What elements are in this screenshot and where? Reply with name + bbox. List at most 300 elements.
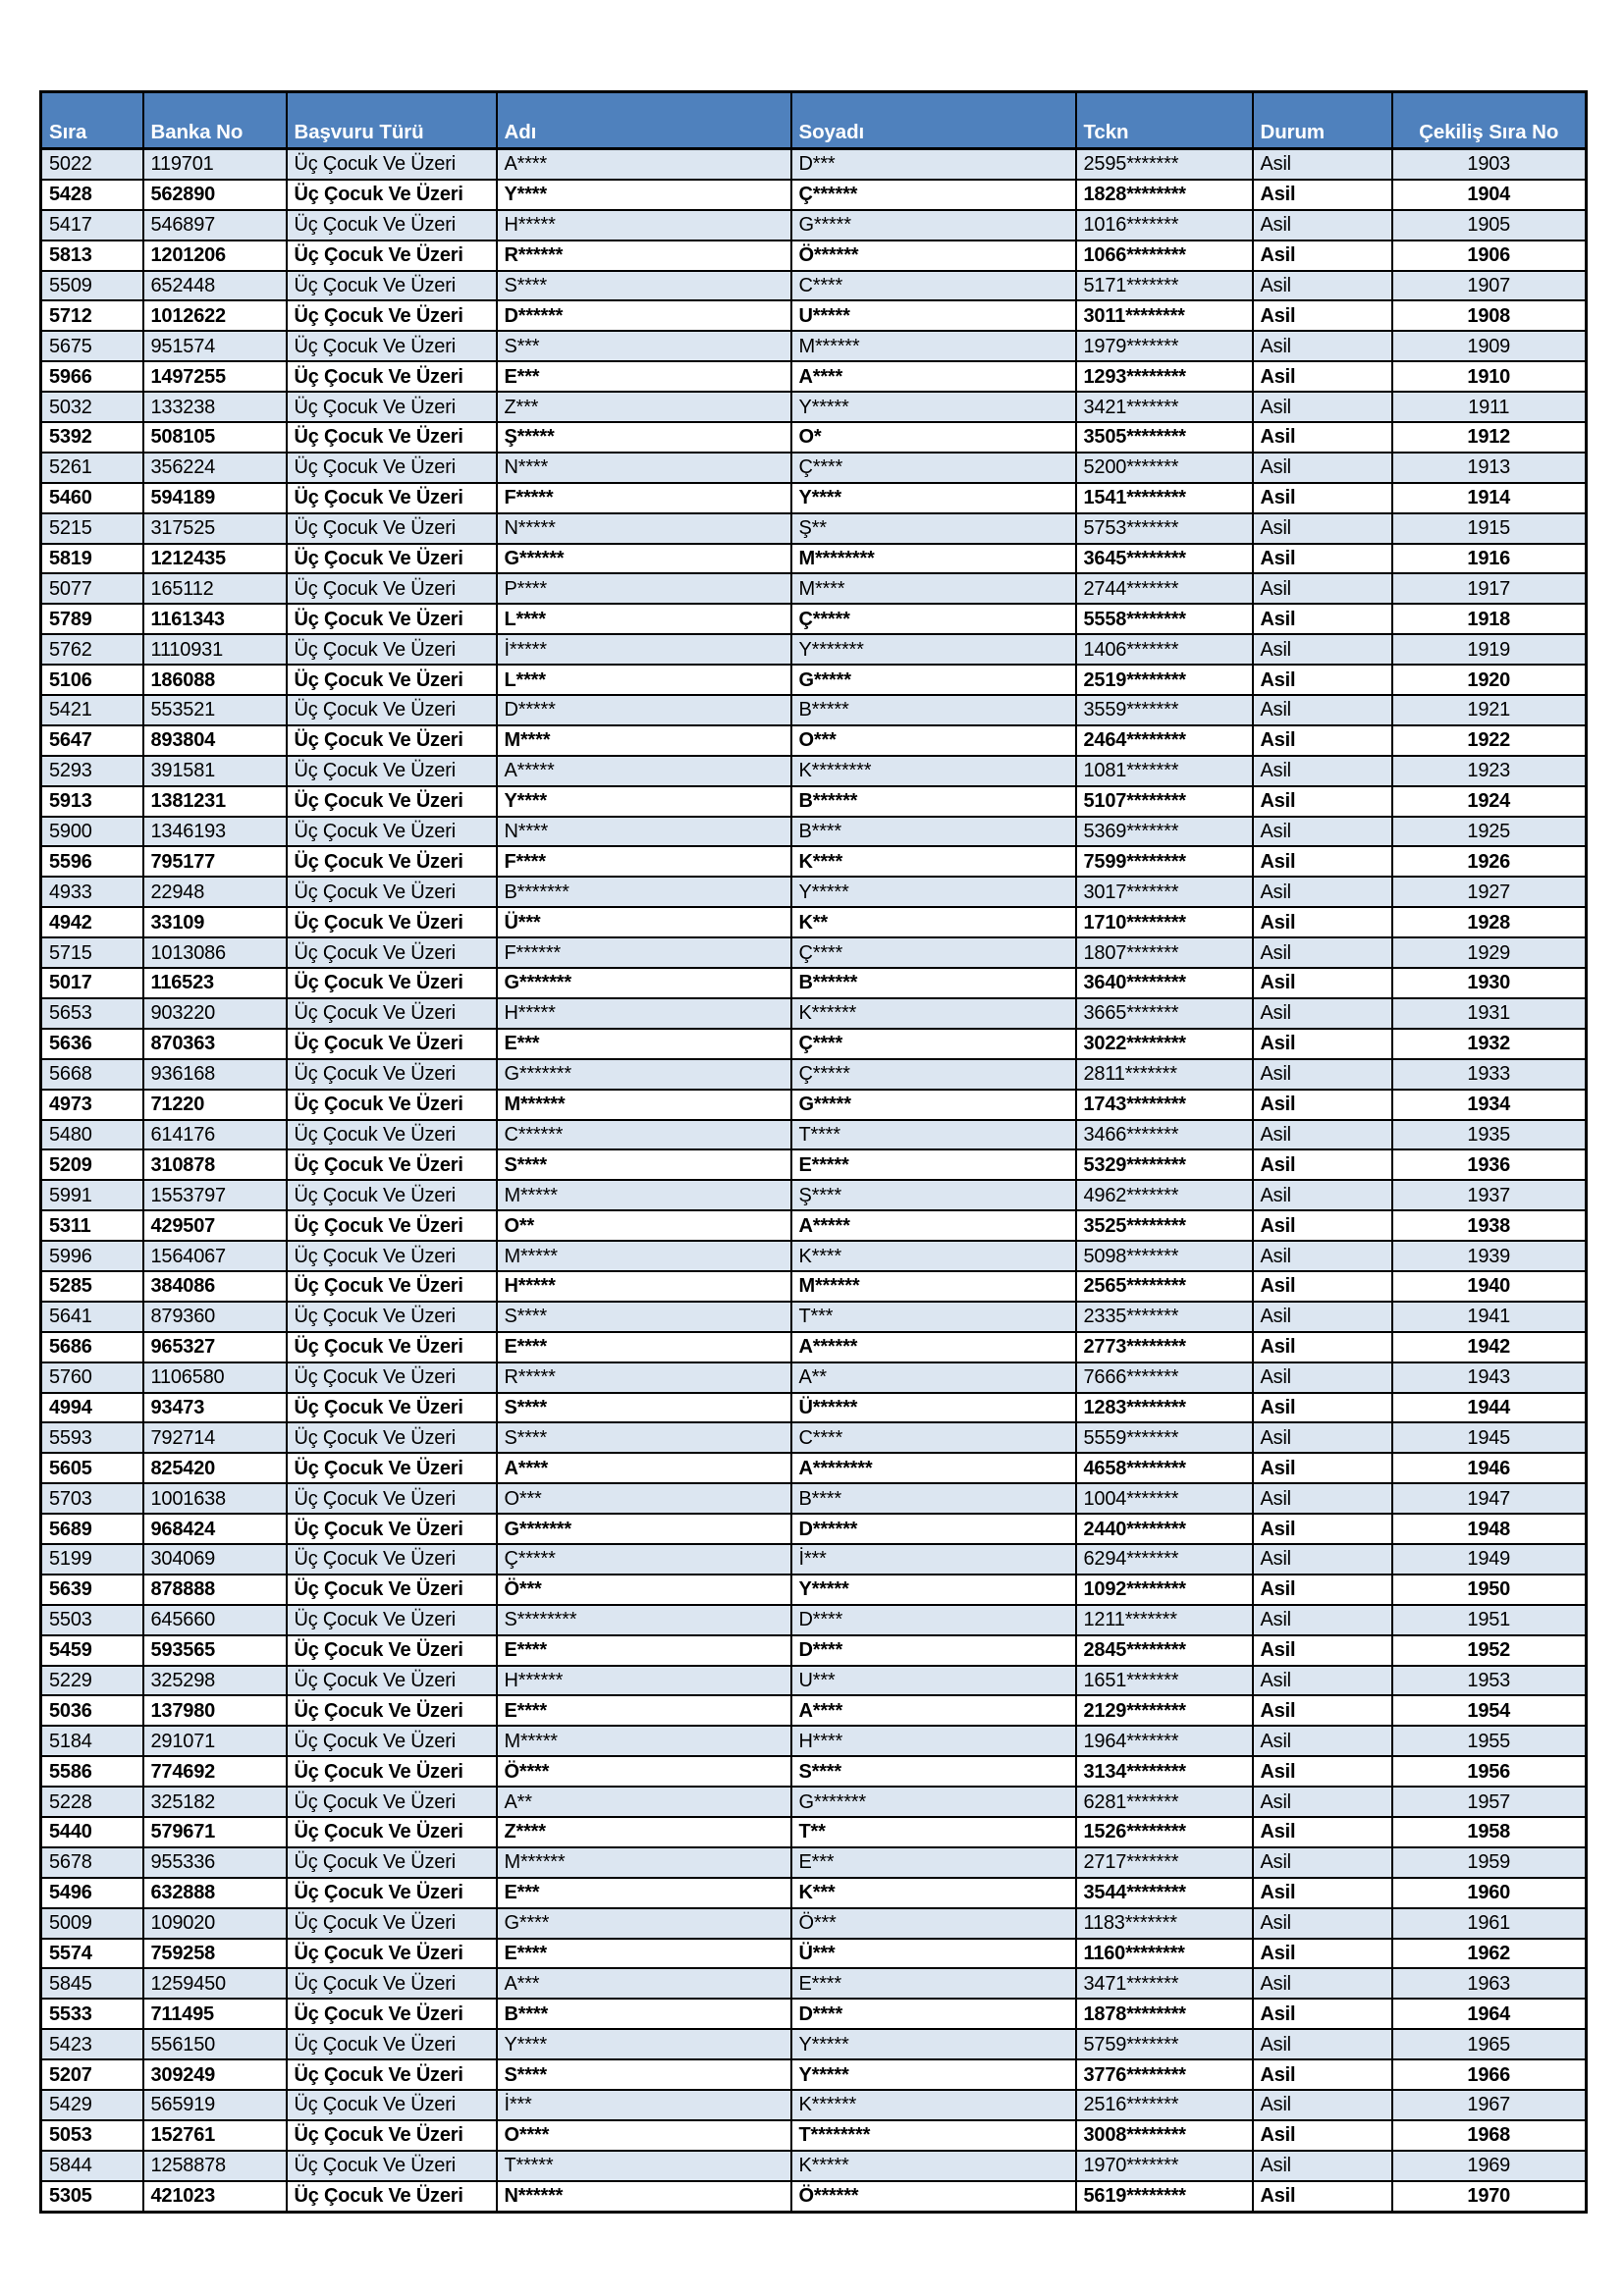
cell-sira: 5285 <box>41 1271 143 1302</box>
cell-tckn: 5619******** <box>1076 2181 1253 2212</box>
cell-banka_no: 594189 <box>143 483 287 513</box>
cell-banka_no: 1012622 <box>143 300 287 331</box>
table-row[interactable] <box>41 1908 1587 1939</box>
cell-basvuru: Üç Çocuk Ve Üzeri <box>287 1756 497 1787</box>
table-row[interactable] <box>41 1878 1587 1908</box>
cell-durum: Asil <box>1253 149 1392 180</box>
cell-basvuru: Üç Çocuk Ve Üzeri <box>287 1666 497 1696</box>
cell-banka_no: 33109 <box>143 907 287 937</box>
cell-banka_no: 870363 <box>143 1029 287 1059</box>
cell-durum: Asil <box>1253 453 1392 483</box>
cell-basvuru: Üç Çocuk Ve Üzeri <box>287 422 497 453</box>
cell-tckn: 2129******** <box>1076 1695 1253 1726</box>
cell-durum: Asil <box>1253 1726 1392 1756</box>
cell-basvuru: Üç Çocuk Ve Üzeri <box>287 513 497 544</box>
cell-tckn: 5200******* <box>1076 453 1253 483</box>
column-header-durum[interactable]: Durum <box>1253 92 1392 149</box>
cell-basvuru: Üç Çocuk Ve Üzeri <box>287 1575 497 1605</box>
cell-cekilis: 1940 <box>1392 1271 1587 1302</box>
table-row[interactable] <box>41 1302 1587 1332</box>
cell-sira: 5686 <box>41 1332 143 1362</box>
cell-banka_no: 652448 <box>143 271 287 301</box>
cell-basvuru: Üç Çocuk Ve Üzeri <box>287 1149 497 1180</box>
cell-durum: Asil <box>1253 1847 1392 1878</box>
table-row[interactable] <box>41 2120 1587 2151</box>
cell-adi: G******* <box>497 1059 791 1090</box>
cell-basvuru: Üç Çocuk Ve Üzeri <box>287 1544 497 1575</box>
cell-durum: Asil <box>1253 180 1392 210</box>
cell-cekilis: 1968 <box>1392 2120 1587 2151</box>
cell-soyadi: Ş** <box>791 513 1076 544</box>
cell-soyadi: Ü*** <box>791 1939 1076 1969</box>
table-row[interactable] <box>41 1210 1587 1241</box>
cell-tckn: 5107******** <box>1076 786 1253 817</box>
cell-durum: Asil <box>1253 695 1392 725</box>
cell-banka_no: 1001638 <box>143 1483 287 1514</box>
table-row[interactable] <box>41 2090 1587 2120</box>
cell-adi: G******* <box>497 968 791 998</box>
cell-basvuru: Üç Çocuk Ve Üzeri <box>287 2090 497 2120</box>
cell-adi: İ*** <box>497 2090 791 2120</box>
cell-adi: E*** <box>497 361 791 392</box>
cell-banka_no: 1564067 <box>143 1241 287 1271</box>
column-header-cekilis-sira-no[interactable]: Çekiliş Sıra No <box>1392 92 1587 149</box>
cell-durum: Asil <box>1253 2059 1392 2090</box>
cell-adi: Y**** <box>497 2029 791 2059</box>
cell-tckn: 3776******** <box>1076 2059 1253 2090</box>
cell-sira: 5311 <box>41 1210 143 1241</box>
table-row[interactable] <box>41 1756 1587 1787</box>
cell-durum: Asil <box>1253 1210 1392 1241</box>
table-row[interactable] <box>41 756 1587 786</box>
column-header-adi[interactable]: Adı <box>497 92 791 149</box>
cell-tckn: 5759******* <box>1076 2029 1253 2059</box>
cell-basvuru: Üç Çocuk Ve Üzeri <box>287 1453 497 1483</box>
cell-adi: R****** <box>497 240 791 271</box>
cell-banka_no: 553521 <box>143 695 287 725</box>
cell-adi: E**** <box>497 1332 791 1362</box>
cell-banka_no: 429507 <box>143 1210 287 1241</box>
table-row[interactable] <box>41 1726 1587 1756</box>
cell-banka_no: 310878 <box>143 1149 287 1180</box>
cell-tckn: 2595******* <box>1076 149 1253 180</box>
cell-basvuru: Üç Çocuk Ve Üzeri <box>287 2151 497 2181</box>
cell-soyadi: Y***** <box>791 2059 1076 2090</box>
cell-adi: M**** <box>497 725 791 756</box>
cell-sira: 5199 <box>41 1544 143 1575</box>
cell-adi: M***** <box>497 1180 791 1210</box>
table-row[interactable] <box>41 1149 1587 1180</box>
table-row[interactable] <box>41 817 1587 847</box>
cell-banka_no: 893804 <box>143 725 287 756</box>
cell-soyadi: B***** <box>791 695 1076 725</box>
table-row[interactable] <box>41 1544 1587 1575</box>
cell-sira: 5533 <box>41 1999 143 2029</box>
table-row[interactable] <box>41 1575 1587 1605</box>
cell-soyadi: E**** <box>791 1968 1076 1999</box>
table-row[interactable] <box>41 1695 1587 1726</box>
cell-basvuru: Üç Çocuk Ve Üzeri <box>287 271 497 301</box>
table-row[interactable] <box>41 665 1587 695</box>
cell-durum: Asil <box>1253 1756 1392 1787</box>
cell-cekilis: 1936 <box>1392 1149 1587 1180</box>
table-row[interactable] <box>41 1180 1587 1210</box>
cell-basvuru: Üç Çocuk Ve Üzeri <box>287 1180 497 1210</box>
cell-durum: Asil <box>1253 361 1392 392</box>
table-row[interactable] <box>41 1453 1587 1483</box>
cell-basvuru: Üç Çocuk Ve Üzeri <box>287 180 497 210</box>
table-row[interactable] <box>41 1393 1587 1423</box>
cell-cekilis: 1965 <box>1392 2029 1587 2059</box>
cell-cekilis: 1938 <box>1392 1210 1587 1241</box>
cell-adi: N****** <box>497 2181 791 2212</box>
cell-soyadi: Ç***** <box>791 1059 1076 1090</box>
cell-adi: A** <box>497 1787 791 1817</box>
cell-banka_no: 1553797 <box>143 1180 287 1210</box>
table-row[interactable] <box>41 392 1587 422</box>
cell-banka_no: 1106580 <box>143 1362 287 1393</box>
cell-banka_no: 879360 <box>143 1302 287 1332</box>
cell-tckn: 5329******** <box>1076 1149 1253 1180</box>
cell-basvuru: Üç Çocuk Ve Üzeri <box>287 1968 497 1999</box>
cell-cekilis: 1920 <box>1392 665 1587 695</box>
table-row[interactable] <box>41 1120 1587 1150</box>
cell-sira: 5574 <box>41 1939 143 1969</box>
table-row[interactable] <box>41 1605 1587 1635</box>
table-row[interactable] <box>41 331 1587 361</box>
table-row[interactable] <box>41 786 1587 817</box>
table-row[interactable] <box>41 2059 1587 2090</box>
cell-adi: M****** <box>497 1090 791 1120</box>
cell-tckn: 1293******** <box>1076 361 1253 392</box>
cell-soyadi: U***** <box>791 300 1076 331</box>
table-row[interactable] <box>41 513 1587 544</box>
cell-durum: Asil <box>1253 1090 1392 1120</box>
cell-sira: 5668 <box>41 1059 143 1090</box>
table-row[interactable] <box>41 1635 1587 1666</box>
cell-durum: Asil <box>1253 1149 1392 1180</box>
table-row[interactable] <box>41 1029 1587 1059</box>
cell-sira: 5440 <box>41 1817 143 1847</box>
cell-adi: Y**** <box>497 786 791 817</box>
cell-basvuru: Üç Çocuk Ve Üzeri <box>287 907 497 937</box>
cell-basvuru: Üç Çocuk Ve Üzeri <box>287 634 497 665</box>
table-row[interactable] <box>41 604 1587 634</box>
cell-banka_no: 546897 <box>143 210 287 240</box>
cell-adi: H****** <box>497 1666 791 1696</box>
cell-adi: L**** <box>497 665 791 695</box>
cell-cekilis: 1916 <box>1392 544 1587 574</box>
cell-adi: C****** <box>497 1120 791 1150</box>
cell-tckn: 2516******* <box>1076 2090 1253 2120</box>
cell-adi: A*** <box>497 1968 791 1999</box>
cell-tckn: 3421******* <box>1076 392 1253 422</box>
table-row[interactable] <box>41 1271 1587 1302</box>
cell-soyadi: K***** <box>791 2151 1076 2181</box>
table-row[interactable] <box>41 453 1587 483</box>
cell-cekilis: 1926 <box>1392 846 1587 877</box>
cell-sira: 5209 <box>41 1149 143 1180</box>
cell-adi: İ***** <box>497 634 791 665</box>
table-row[interactable] <box>41 968 1587 998</box>
cell-adi: N**** <box>497 817 791 847</box>
cell-banka_no: 137980 <box>143 1695 287 1726</box>
cell-adi: O** <box>497 1210 791 1241</box>
table-row[interactable] <box>41 149 1587 180</box>
cell-durum: Asil <box>1253 1544 1392 1575</box>
cell-adi: G******* <box>497 1514 791 1544</box>
cell-banka_no: 165112 <box>143 573 287 604</box>
table-row[interactable] <box>41 210 1587 240</box>
cell-tckn: 3134******** <box>1076 1756 1253 1787</box>
cell-soyadi: M**** <box>791 573 1076 604</box>
cell-tckn: 1081******* <box>1076 756 1253 786</box>
cell-sira: 5503 <box>41 1605 143 1635</box>
cell-tckn: 1970******* <box>1076 2151 1253 2181</box>
column-header-banka-no[interactable]: Banka No <box>143 92 287 149</box>
cell-banka_no: 325182 <box>143 1787 287 1817</box>
cell-durum: Asil <box>1253 1422 1392 1453</box>
cell-banka_no: 1346193 <box>143 817 287 847</box>
cell-adi: A**** <box>497 1453 791 1483</box>
cell-banka_no: 93473 <box>143 1393 287 1423</box>
cell-durum: Asil <box>1253 1605 1392 1635</box>
cell-sira: 5900 <box>41 817 143 847</box>
cell-soyadi: K*** <box>791 1878 1076 1908</box>
cell-soyadi: Y**** <box>791 483 1076 513</box>
cell-sira: 5712 <box>41 300 143 331</box>
table-row[interactable] <box>41 725 1587 756</box>
cell-adi: E*** <box>497 1878 791 1908</box>
cell-sira: 4994 <box>41 1393 143 1423</box>
cell-sira: 5991 <box>41 1180 143 1210</box>
table-row[interactable] <box>41 1787 1587 1817</box>
cell-sira: 5480 <box>41 1120 143 1150</box>
cell-banka_no: 645660 <box>143 1605 287 1635</box>
cell-basvuru: Üç Çocuk Ve Üzeri <box>287 573 497 604</box>
cell-soyadi: G***** <box>791 1090 1076 1120</box>
cell-basvuru: Üç Çocuk Ve Üzeri <box>287 483 497 513</box>
table-row[interactable] <box>41 1090 1587 1120</box>
table-row[interactable] <box>41 2029 1587 2059</box>
cell-tckn: 5098******* <box>1076 1241 1253 1271</box>
table-row[interactable] <box>41 846 1587 877</box>
cell-cekilis: 1949 <box>1392 1544 1587 1575</box>
cell-durum: Asil <box>1253 240 1392 271</box>
table-row[interactable] <box>41 937 1587 968</box>
table-row[interactable] <box>41 1362 1587 1393</box>
cell-soyadi: M******** <box>791 544 1076 574</box>
cell-tckn: 2440******** <box>1076 1514 1253 1544</box>
cell-durum: Asil <box>1253 604 1392 634</box>
table-row[interactable] <box>41 2151 1587 2181</box>
cell-tckn: 2335******* <box>1076 1302 1253 1332</box>
cell-basvuru: Üç Çocuk Ve Üzeri <box>287 877 497 907</box>
table-row[interactable] <box>41 544 1587 574</box>
cell-banka_no: 1110931 <box>143 634 287 665</box>
cell-tckn: 3640******** <box>1076 968 1253 998</box>
cell-tckn: 3525******** <box>1076 1210 1253 1241</box>
cell-basvuru: Üç Çocuk Ve Üzeri <box>287 300 497 331</box>
cell-adi: P**** <box>497 573 791 604</box>
cell-tckn: 6281******* <box>1076 1787 1253 1817</box>
cell-durum: Asil <box>1253 786 1392 817</box>
column-header-basvuru-turu[interactable]: Başvuru Türü <box>287 92 497 149</box>
cell-adi: Ü*** <box>497 907 791 937</box>
table-row[interactable] <box>41 877 1587 907</box>
cell-basvuru: Üç Çocuk Ve Üzeri <box>287 1726 497 1756</box>
column-header-sira[interactable]: Sıra <box>41 92 143 149</box>
cell-tckn: 1964******* <box>1076 1726 1253 1756</box>
cell-basvuru: Üç Çocuk Ve Üzeri <box>287 1847 497 1878</box>
table-row[interactable] <box>41 1817 1587 1847</box>
cell-sira: 5036 <box>41 1695 143 1726</box>
cell-cekilis: 1922 <box>1392 725 1587 756</box>
cell-durum: Asil <box>1253 1332 1392 1362</box>
cell-sira: 5647 <box>41 725 143 756</box>
table-row[interactable] <box>41 1332 1587 1362</box>
table-row[interactable] <box>41 1483 1587 1514</box>
cell-banka_no: 711495 <box>143 1999 287 2029</box>
cell-durum: Asil <box>1253 210 1392 240</box>
table-row[interactable] <box>41 1666 1587 1696</box>
table-row[interactable] <box>41 240 1587 271</box>
cell-soyadi: K****** <box>791 998 1076 1029</box>
cell-tckn: 3008******** <box>1076 2120 1253 2151</box>
cell-cekilis: 1954 <box>1392 1695 1587 1726</box>
cell-basvuru: Üç Çocuk Ve Üzeri <box>287 1878 497 1908</box>
cell-cekilis: 1930 <box>1392 968 1587 998</box>
table-row[interactable] <box>41 483 1587 513</box>
cell-tckn: 4962******* <box>1076 1180 1253 1210</box>
cell-durum: Asil <box>1253 1393 1392 1423</box>
cell-cekilis: 1952 <box>1392 1635 1587 1666</box>
cell-banka_no: 1259450 <box>143 1968 287 1999</box>
table-row[interactable] <box>41 300 1587 331</box>
cell-tckn: 3471******* <box>1076 1968 1253 1999</box>
cell-sira: 4933 <box>41 877 143 907</box>
cell-sira: 5460 <box>41 483 143 513</box>
cell-cekilis: 1910 <box>1392 361 1587 392</box>
cell-durum: Asil <box>1253 1968 1392 1999</box>
cell-basvuru: Üç Çocuk Ve Üzeri <box>287 1059 497 1090</box>
cell-banka_no: 356224 <box>143 453 287 483</box>
table-row[interactable] <box>41 422 1587 453</box>
cell-soyadi: Ş**** <box>791 1180 1076 1210</box>
cell-adi: Y**** <box>497 180 791 210</box>
table-row[interactable] <box>41 1968 1587 1999</box>
table-row[interactable] <box>41 1999 1587 2029</box>
cell-cekilis: 1963 <box>1392 1968 1587 1999</box>
cell-tckn: 4658******** <box>1076 1453 1253 1483</box>
cell-cekilis: 1944 <box>1392 1393 1587 1423</box>
cell-cekilis: 1964 <box>1392 1999 1587 2029</box>
cell-basvuru: Üç Çocuk Ve Üzeri <box>287 1483 497 1514</box>
cell-banka_no: 565919 <box>143 2090 287 2120</box>
table-row[interactable] <box>41 361 1587 392</box>
cell-sira: 5966 <box>41 361 143 392</box>
cell-tckn: 1406******* <box>1076 634 1253 665</box>
table-header-row <box>41 92 1587 149</box>
cell-durum: Asil <box>1253 573 1392 604</box>
cell-durum: Asil <box>1253 1120 1392 1150</box>
cell-sira: 5207 <box>41 2059 143 2090</box>
table-header <box>41 92 1587 149</box>
cell-cekilis: 1915 <box>1392 513 1587 544</box>
table-row[interactable] <box>41 1241 1587 1271</box>
cell-cekilis: 1942 <box>1392 1332 1587 1362</box>
cell-basvuru: Üç Çocuk Ve Üzeri <box>287 1090 497 1120</box>
cell-sira: 5228 <box>41 1787 143 1817</box>
cell-banka_no: 1013086 <box>143 937 287 968</box>
cell-soyadi: B****** <box>791 786 1076 817</box>
table-row[interactable] <box>41 998 1587 1029</box>
table-row[interactable] <box>41 907 1587 937</box>
cell-banka_no: 152761 <box>143 2120 287 2151</box>
cell-soyadi: Ö*** <box>791 1908 1076 1939</box>
cell-adi: G****** <box>497 544 791 574</box>
cell-banka_no: 614176 <box>143 1120 287 1150</box>
cell-basvuru: Üç Çocuk Ve Üzeri <box>287 1120 497 1150</box>
cell-adi: M****** <box>497 1847 791 1878</box>
table-row[interactable] <box>41 1422 1587 1453</box>
table-row[interactable] <box>41 271 1587 301</box>
cell-sira: 5421 <box>41 695 143 725</box>
cell-tckn: 1710******** <box>1076 907 1253 937</box>
table-row[interactable] <box>41 695 1587 725</box>
cell-basvuru: Üç Çocuk Ve Üzeri <box>287 1635 497 1666</box>
cell-durum: Asil <box>1253 877 1392 907</box>
column-header-tckn[interactable]: Tckn <box>1076 92 1253 149</box>
cell-sira: 5509 <box>41 271 143 301</box>
cell-banka_no: 1212435 <box>143 544 287 574</box>
table-row[interactable] <box>41 573 1587 604</box>
cell-sira: 5586 <box>41 1756 143 1787</box>
cell-cekilis: 1951 <box>1392 1605 1587 1635</box>
table-row[interactable] <box>41 2181 1587 2212</box>
cell-tckn: 3022******** <box>1076 1029 1253 1059</box>
table-row[interactable] <box>41 1514 1587 1544</box>
cell-adi: B******* <box>497 877 791 907</box>
cell-tckn: 1004******* <box>1076 1483 1253 1514</box>
cell-banka_no: 384086 <box>143 1271 287 1302</box>
cell-sira: 5017 <box>41 968 143 998</box>
cell-soyadi: K**** <box>791 1241 1076 1271</box>
table-row[interactable] <box>41 1939 1587 1969</box>
cell-tckn: 1651******* <box>1076 1666 1253 1696</box>
cell-banka_no: 508105 <box>143 422 287 453</box>
cell-sira: 5760 <box>41 1362 143 1393</box>
cell-adi: S**** <box>497 1302 791 1332</box>
cell-tckn: 3645******** <box>1076 544 1253 574</box>
column-header-soyadi[interactable]: Soyadı <box>791 92 1076 149</box>
cell-cekilis: 1923 <box>1392 756 1587 786</box>
cell-durum: Asil <box>1253 1483 1392 1514</box>
table-row[interactable] <box>41 180 1587 210</box>
cell-soyadi: M****** <box>791 1271 1076 1302</box>
cell-banka_no: 421023 <box>143 2181 287 2212</box>
table-row[interactable] <box>41 634 1587 665</box>
cell-adi: L**** <box>497 604 791 634</box>
table-row[interactable] <box>41 1059 1587 1090</box>
cell-adi: R***** <box>497 1362 791 1393</box>
cell-sira: 5423 <box>41 2029 143 2059</box>
table-row[interactable] <box>41 1847 1587 1878</box>
cell-soyadi: G***** <box>791 665 1076 695</box>
cell-banka_no: 903220 <box>143 998 287 1029</box>
cell-basvuru: Üç Çocuk Ve Üzeri <box>287 604 497 634</box>
cell-sira: 5429 <box>41 2090 143 2120</box>
